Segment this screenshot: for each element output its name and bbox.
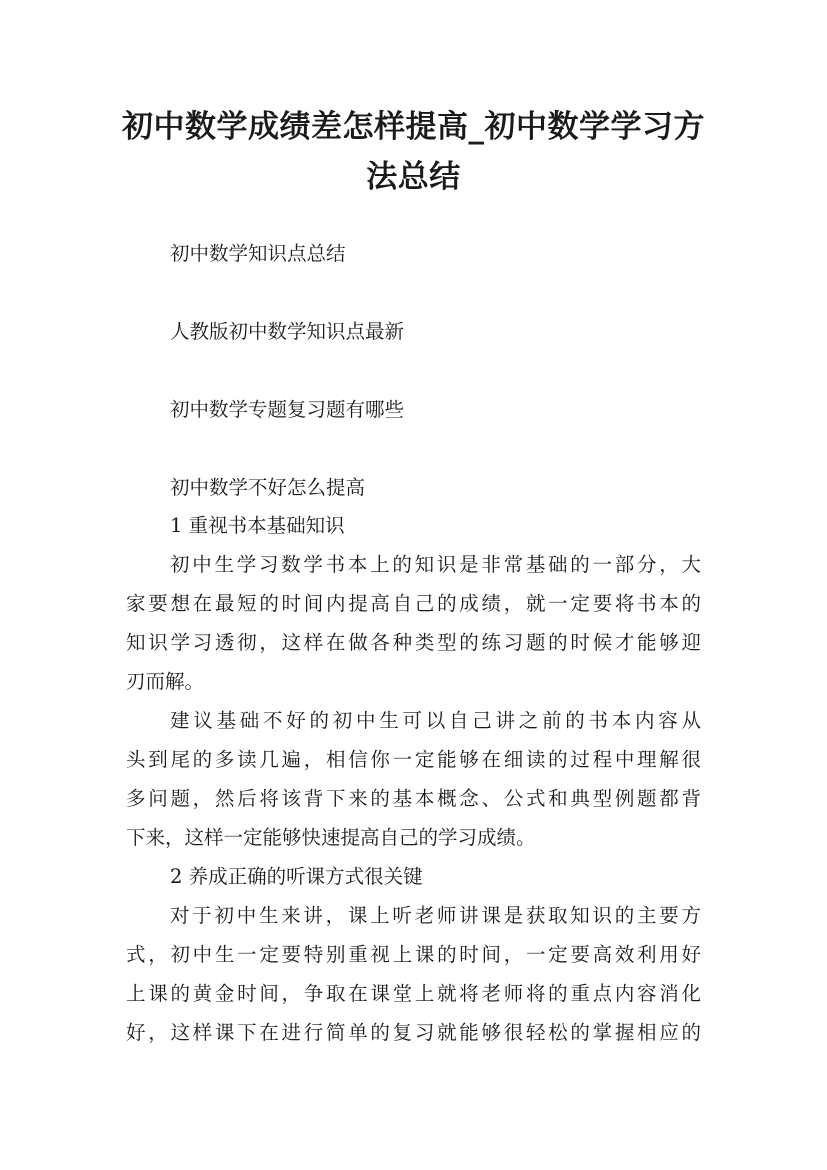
title-line-1: 初中数学成绩差怎样提高_初中数学学习方 xyxy=(122,109,705,145)
related-link-1[interactable]: 初中数学知识点总结 xyxy=(170,242,346,265)
document-title xyxy=(110,102,717,202)
related-link-3[interactable]: 初中数学专题复习题有哪些 xyxy=(170,398,405,421)
section-2-heading: 2 养成正确的听课方式很关键 xyxy=(170,865,423,888)
paragraph-line: 下来，这样一定能够快速提高自己的学习成绩。 xyxy=(126,826,536,849)
paragraph-line: 对于初中生来讲，课上听老师讲课是获取知识的主要方 xyxy=(170,904,701,927)
title-line-2: 法总结 xyxy=(366,159,461,195)
main-heading: 初中数学不好怎么提高 xyxy=(170,476,366,499)
paragraph-line: 头到尾的多读几遍，相信你一定能够在细读的过程中理解很 xyxy=(126,748,701,771)
paragraph-line: 建议基础不好的初中生可以自己讲之前的书本内容从 xyxy=(170,709,701,732)
paragraph-line: 刃而解。 xyxy=(126,670,205,693)
paragraph-line: 多问题，然后将该背下来的基本概念、公式和典型例题都背 xyxy=(126,787,701,810)
paragraph-line: 上课的黄金时间，争取在课堂上就将老师将的重点内容消化 xyxy=(126,982,701,1005)
paragraph-line: 初中生学习数学书本上的知识是非常基础的一部分，大 xyxy=(170,553,701,576)
related-link-2[interactable]: 人教版初中数学知识点最新 xyxy=(170,320,405,343)
section-1-heading: 1 重视书本基础知识 xyxy=(170,514,345,537)
paragraph-line: 好，这样课下在进行简单的复习就能够很轻松的掌握相应的 xyxy=(126,1021,701,1044)
paragraph-line: 式，初中生一定要特别重视上课的时间，一定要高效利用好 xyxy=(126,943,701,966)
paragraph-line: 家要想在最短的时间内提高自己的成绩，就一定要将书本的 xyxy=(126,592,701,615)
paragraph-line: 知识学习透彻，这样在做各种类型的练习题的时候才能够迎 xyxy=(126,631,701,654)
